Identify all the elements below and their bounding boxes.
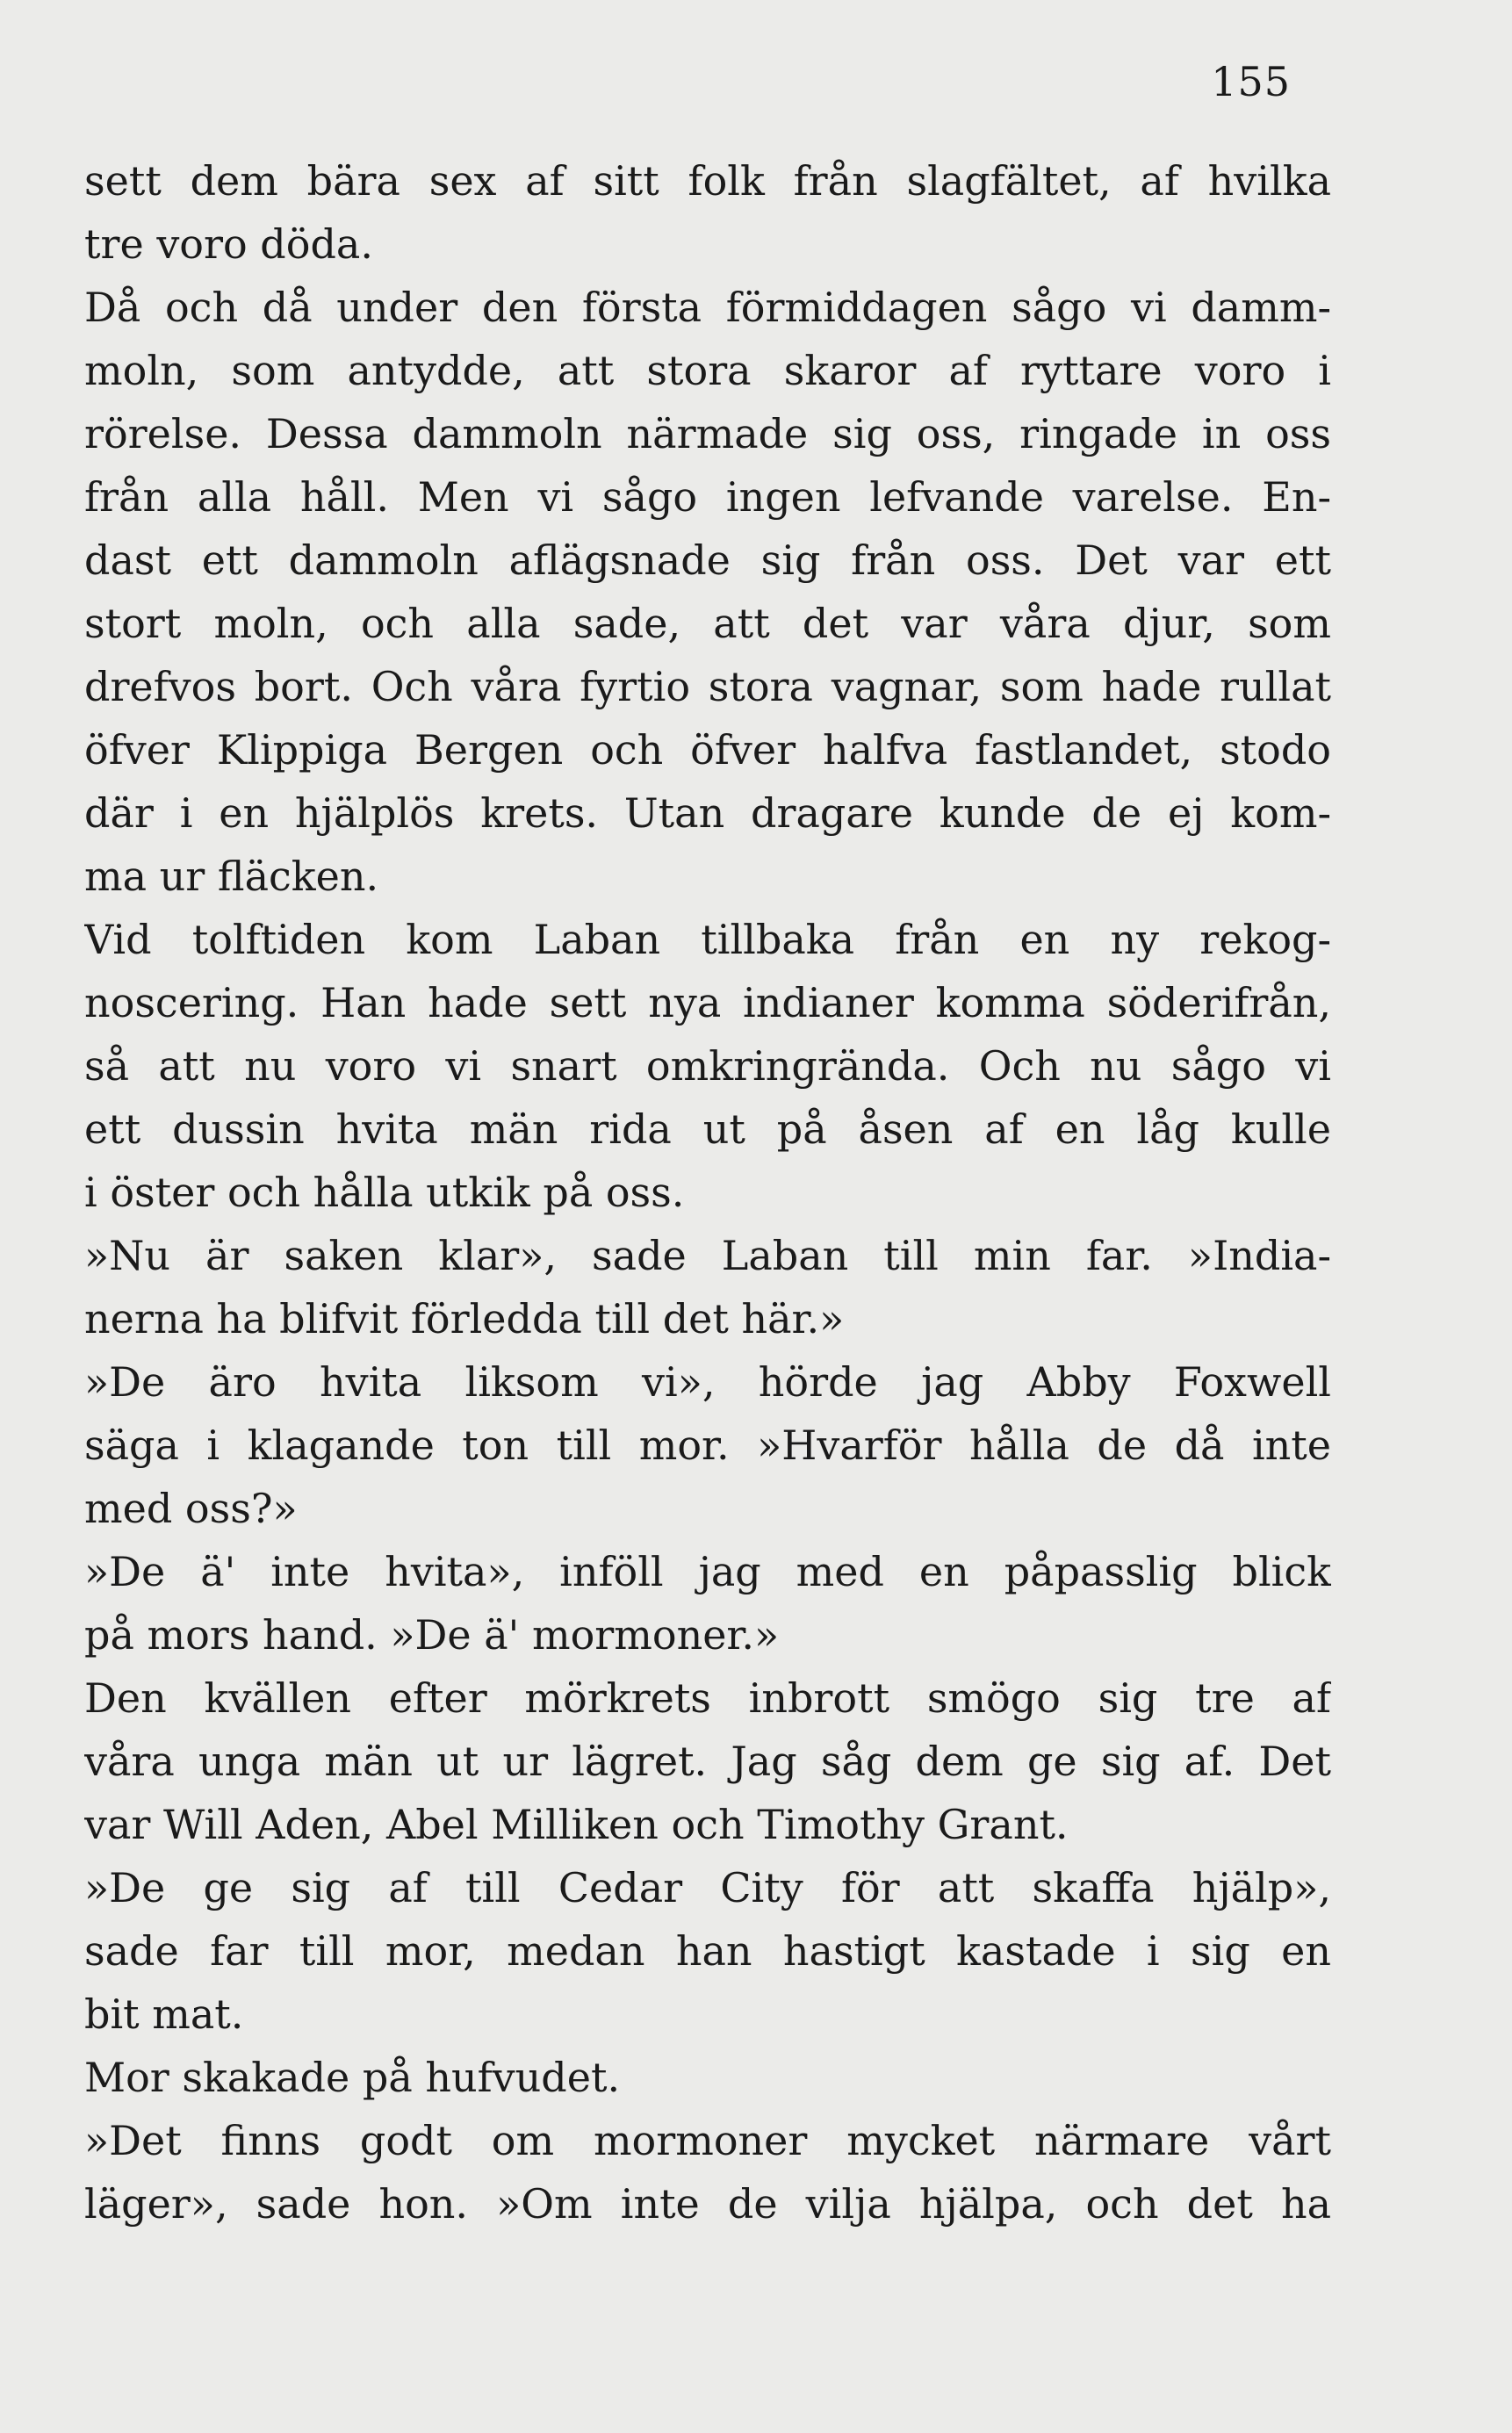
text-line: bit mat. (84, 1990, 244, 2038)
text-line: nerna ha blifvit förledda till det här.» (84, 1295, 845, 1342)
text-line: Mor skakade på hufvudet. (84, 2054, 621, 2101)
text-line: dast ett dammoln aflägsnade sig från oss. Det var ett (84, 536, 1331, 584)
text-line: säga i klagande ton till mor. »Hvarför hålla de då inte (84, 1422, 1331, 1469)
text-line: noscering. Han hade sett nya indianer komma söderifrån, (84, 979, 1331, 1026)
text-line: Den kvällen efter mörkrets inbrott smögo sig tre af (84, 1674, 1331, 1722)
text-line: våra unga män ut ur lägret. Jag såg dem ge sig af. Det (84, 1738, 1331, 1785)
text-line: där i en hjälplös krets. Utan dragare kunde de ej kom- (84, 789, 1331, 837)
body-text (84, 149, 1331, 2235)
text-line: Då och då under den första förmiddagen sågo vi damm- (84, 284, 1331, 331)
text-line: med oss?» (84, 1485, 298, 1532)
text-line: »De äro hvita liksom vi», hörde jag Abby Foxwell (84, 1358, 1331, 1406)
text-line: så att nu voro vi snart omkringrända. Och nu sågo vi (84, 1042, 1331, 1090)
text-line: på mors hand. »De ä' mormoner.» (84, 1611, 780, 1659)
text-line: Vid tolftiden kom Laban tillbaka från en ny rekog- (84, 916, 1331, 963)
text-line: läger», sade hon. »Om inte de vilja hjälpa, och det ha (84, 2180, 1331, 2228)
text-line: drefvos bort. Och våra fyrtio stora vagnar, som hade rullat (84, 663, 1331, 710)
text-line: »Det finns godt om mormoner mycket närmare vårt (84, 2117, 1331, 2164)
text-line: sett dem bära sex af sitt folk från slagfältet, af hvilka (84, 157, 1331, 205)
text-line: ett dussin hvita män rida ut på åsen af en låg kulle (84, 1105, 1331, 1153)
text-line: »De ge sig af till Cedar City för att skaffa hjälp», (84, 1864, 1331, 1911)
text-line: sade far till mor, medan han hastigt kastade i sig en (84, 1927, 1331, 1975)
text-line: »De ä' inte hvita», inföll jag med en påpasslig blick (84, 1548, 1331, 1595)
text-line: moln, som antydde, att stora skaror af ryttare voro i (84, 347, 1331, 394)
text-line: var Will Aden, Abel Milliken och Timothy Grant. (84, 1801, 1069, 1848)
text-line: ma ur fläcken. (84, 853, 379, 900)
text-line: stort moln, och alla sade, att det var våra djur, som (84, 600, 1331, 647)
page-number: 155 (1211, 58, 1291, 105)
text-line: tre voro döda. (84, 220, 373, 268)
text-line: »Nu är saken klar», sade Laban till min far. »India- (84, 1232, 1331, 1279)
text-line: rörelse. Dessa dammoln närmade sig oss, ringade in oss (84, 410, 1331, 457)
text-line: öfver Klippiga Bergen och öfver halfva fastlandet, stodo (84, 726, 1331, 774)
text-line: i öster och hålla utkik på oss. (84, 1169, 685, 1216)
text-line: från alla håll. Men vi sågo ingen lefvande varelse. En- (84, 473, 1331, 521)
